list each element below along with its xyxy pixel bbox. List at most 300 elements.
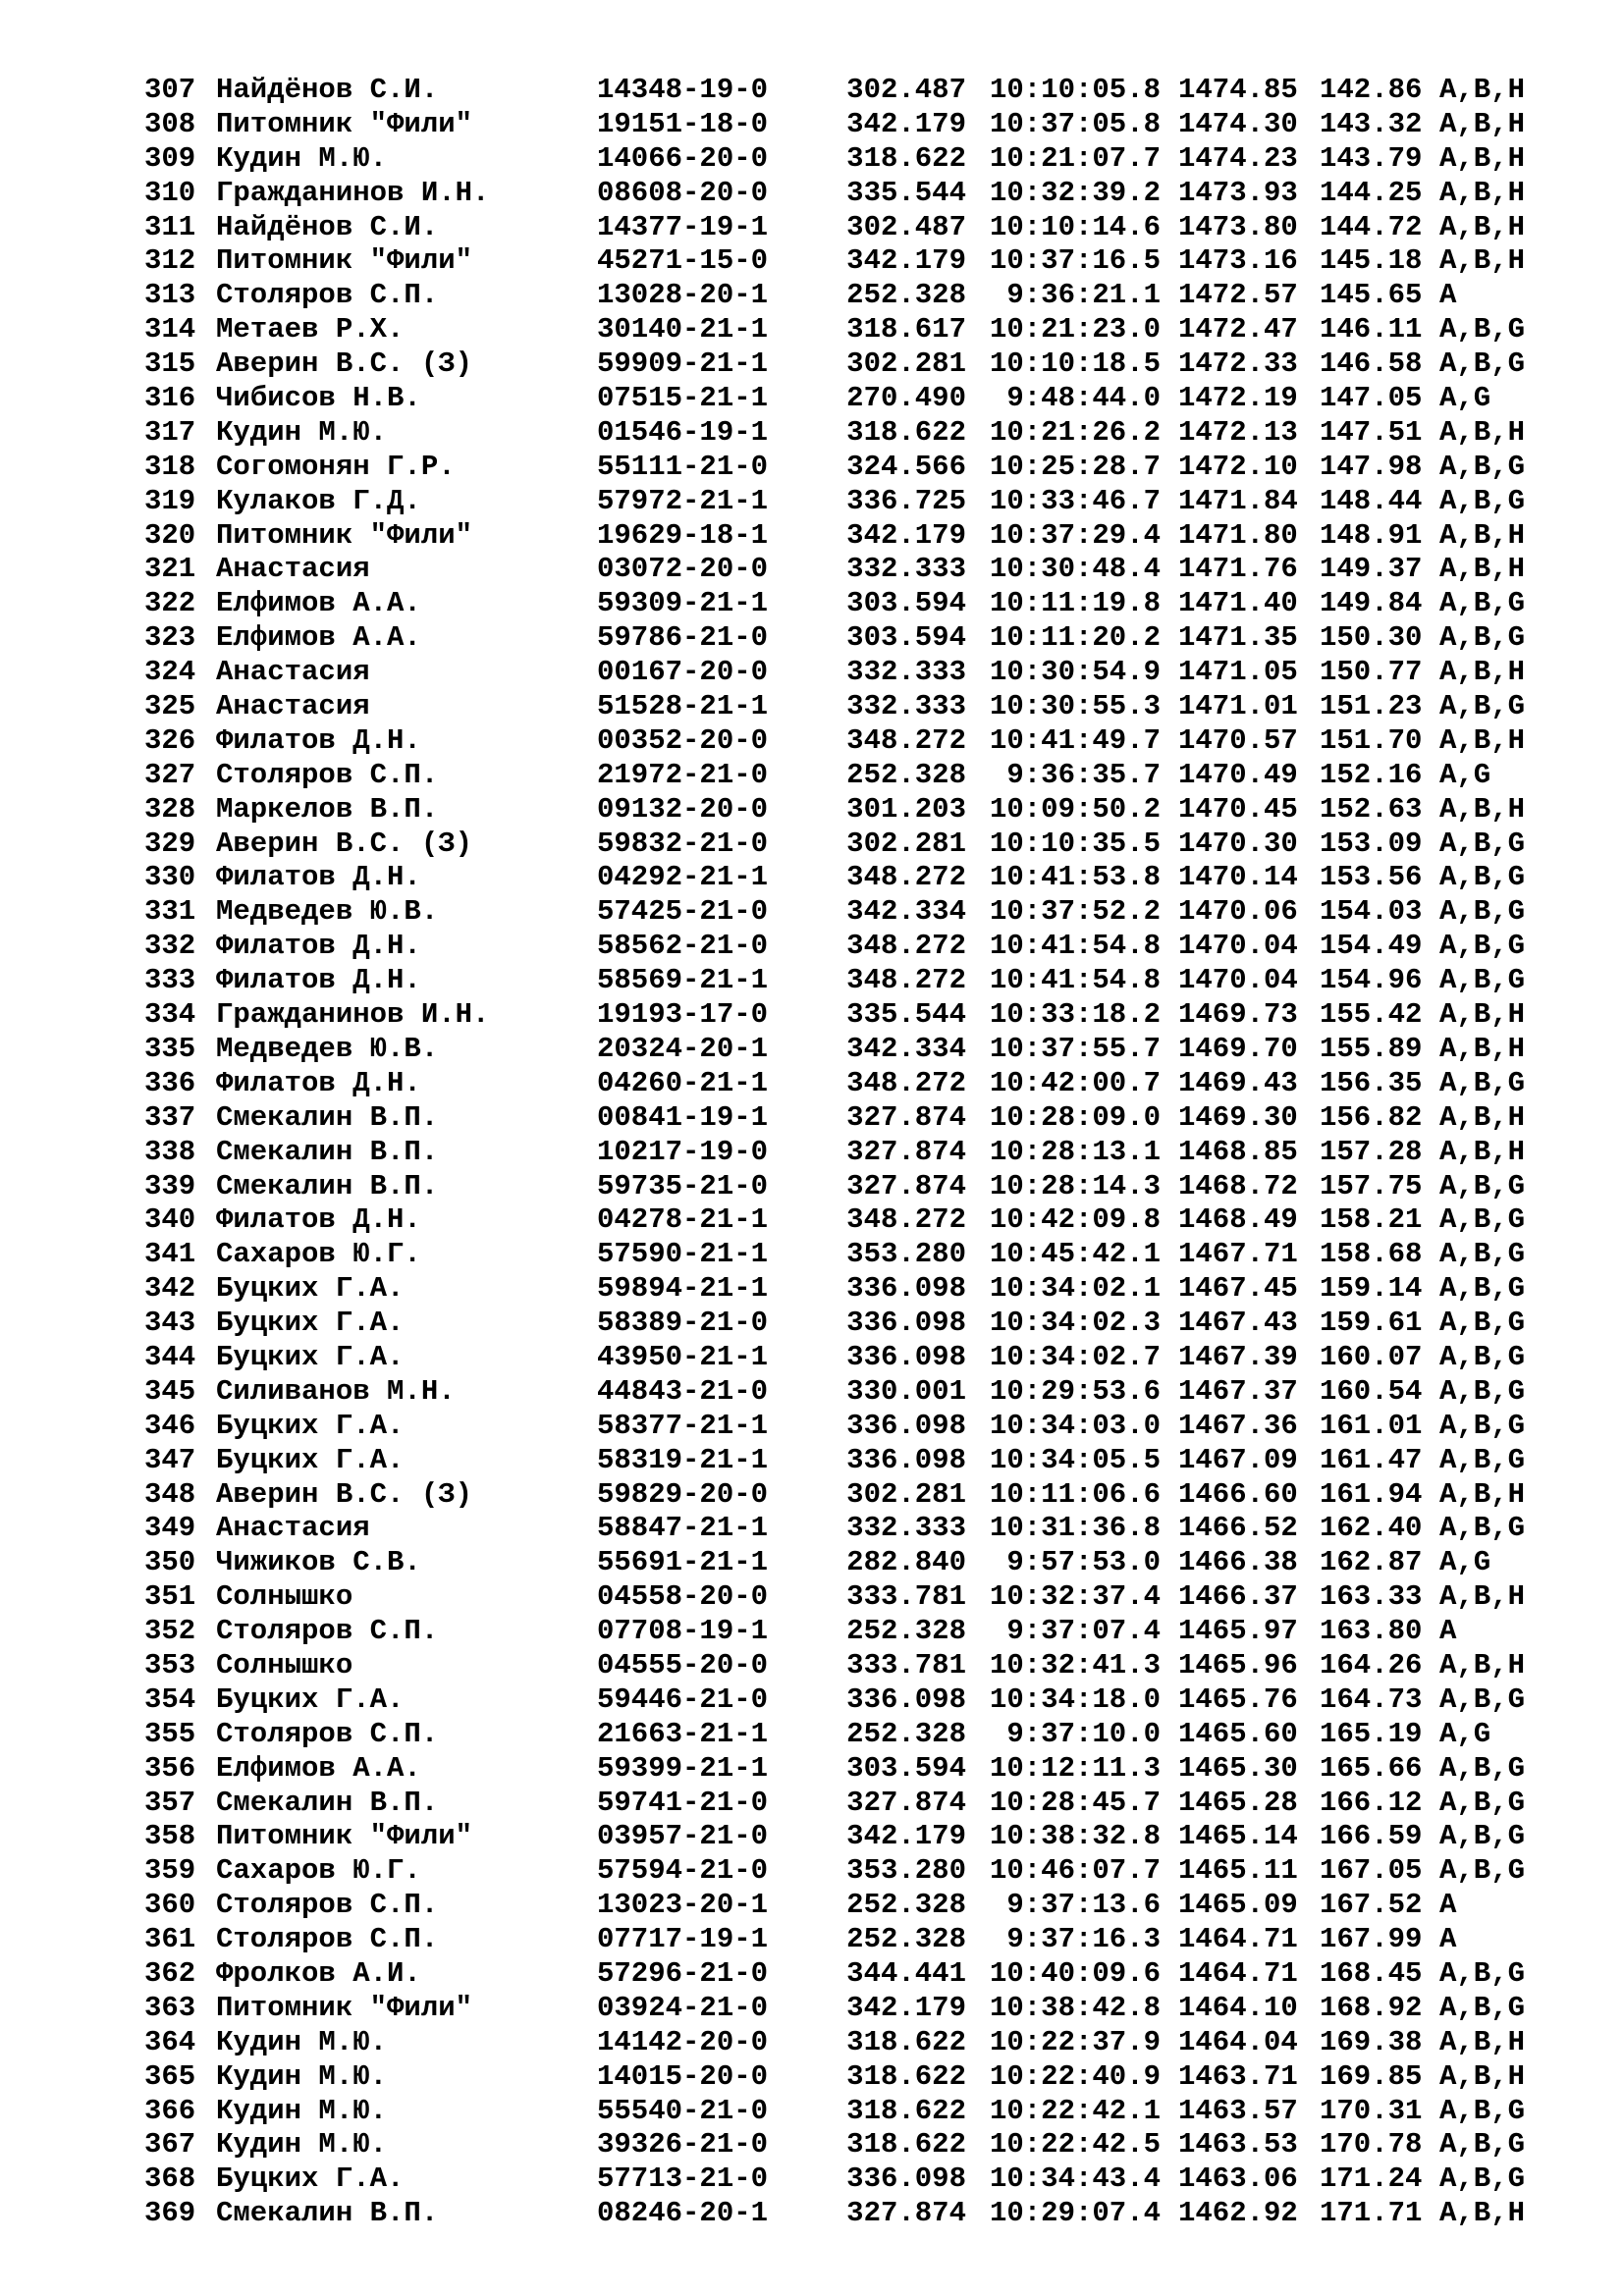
place-number: 347 [144, 1443, 196, 1476]
place-number: 321 [144, 553, 196, 586]
result-row [144, 519, 1548, 554]
speed-value: 1471.01 [1178, 690, 1298, 723]
arrival-time: 10:25:28.7 [989, 450, 1161, 483]
place-number: 348 [144, 1477, 196, 1511]
result-row [144, 2060, 1548, 2095]
arrival-time: 10:11:20.2 [989, 621, 1161, 655]
distance-value: 332.333 [846, 690, 966, 723]
distance-value: 342.179 [846, 1820, 966, 1853]
fancier-name: Буцких Г.А. [216, 1272, 405, 1306]
category-codes: A,B,H [1439, 244, 1526, 278]
result-row [144, 759, 1548, 793]
speed-value: 1471.76 [1178, 553, 1298, 586]
coefficient-value: 156.82 [1320, 1100, 1423, 1134]
place-number: 332 [144, 930, 196, 963]
place-number: 312 [144, 244, 196, 278]
category-codes: A,B,G [1439, 1751, 1526, 1785]
coefficient-value: 147.05 [1320, 382, 1423, 415]
coefficient-value: 145.18 [1320, 244, 1423, 278]
category-codes: A,B,H [1439, 553, 1526, 586]
distance-value: 270.490 [846, 382, 966, 415]
category-codes: A,B,H [1439, 723, 1526, 757]
category-codes: A,B,H [1439, 1477, 1526, 1511]
result-row [144, 2128, 1548, 2163]
category-codes: A,B,H [1439, 2197, 1526, 2230]
arrival-time: 10:32:37.4 [989, 1580, 1161, 1614]
coefficient-value: 151.70 [1320, 723, 1423, 757]
fancier-name: Кулаков Г.Д. [216, 484, 421, 517]
category-codes: A,B,G [1439, 1374, 1526, 1408]
distance-value: 302.487 [846, 210, 966, 243]
ring-number: 04260-21-1 [597, 1066, 769, 1099]
ring-number: 14015-20-0 [597, 2059, 769, 2093]
result-row [144, 656, 1548, 690]
place-number: 345 [144, 1374, 196, 1408]
fancier-name: Филатов Д.Н. [216, 964, 421, 997]
place-number: 367 [144, 2128, 196, 2162]
arrival-time: 9:37:16.3 [1006, 1923, 1161, 1956]
arrival-time: 10:28:45.7 [989, 1786, 1161, 1819]
category-codes: A,B,G [1439, 1169, 1526, 1202]
speed-value: 1470.49 [1178, 758, 1298, 791]
arrival-time: 10:42:00.7 [989, 1066, 1161, 1099]
speed-value: 1473.93 [1178, 176, 1298, 209]
fancier-name: Смекалин В.П. [216, 1169, 439, 1202]
place-number: 361 [144, 1923, 196, 1956]
fancier-name: Смекалин В.П. [216, 1135, 439, 1168]
speed-value: 1465.76 [1178, 1682, 1298, 1716]
coefficient-value: 144.25 [1320, 176, 1423, 209]
result-row [144, 1854, 1548, 1889]
place-number: 316 [144, 382, 196, 415]
fancier-name: Медведев Ю.В. [216, 1032, 439, 1065]
fancier-name: Смекалин В.П. [216, 2197, 439, 2230]
ring-number: 20324-20-1 [597, 1032, 769, 1065]
category-codes: A,B,H [1439, 1135, 1526, 1168]
speed-value: 1463.06 [1178, 2163, 1298, 2196]
coefficient-value: 154.03 [1320, 895, 1423, 929]
speed-value: 1465.11 [1178, 1854, 1298, 1888]
category-codes: A,B,G [1439, 1443, 1526, 1476]
coefficient-value: 155.89 [1320, 1032, 1423, 1065]
distance-value: 336.725 [846, 484, 966, 517]
category-codes: A,G [1439, 758, 1491, 791]
coefficient-value: 153.09 [1320, 827, 1423, 860]
distance-value: 327.874 [846, 1786, 966, 1819]
fancier-name: Согомонян Г.Р. [216, 450, 456, 483]
arrival-time: 10:28:13.1 [989, 1135, 1161, 1168]
speed-value: 1467.36 [1178, 1409, 1298, 1442]
speed-value: 1469.70 [1178, 1032, 1298, 1065]
coefficient-value: 154.49 [1320, 930, 1423, 963]
category-codes: A,B,G [1439, 2163, 1526, 2196]
fancier-name: Филатов Д.Н. [216, 930, 421, 963]
category-codes: A,B,G [1439, 2128, 1526, 2162]
distance-value: 252.328 [846, 1615, 966, 1648]
speed-value: 1472.13 [1178, 415, 1298, 449]
arrival-time: 10:38:42.8 [989, 1991, 1161, 2024]
distance-value: 344.441 [846, 1956, 966, 1990]
category-codes: A,G [1439, 382, 1491, 415]
ring-number: 21972-21-0 [597, 758, 769, 791]
arrival-time: 9:37:07.4 [1006, 1615, 1161, 1648]
result-row [144, 998, 1548, 1033]
distance-value: 336.098 [846, 1682, 966, 1716]
result-row [144, 1889, 1548, 1923]
result-row [144, 1923, 1548, 1957]
distance-value: 342.179 [846, 107, 966, 140]
arrival-time: 10:37:16.5 [989, 244, 1161, 278]
place-number: 365 [144, 2059, 196, 2093]
fancier-name: Филатов Д.Н. [216, 1203, 421, 1237]
arrival-time: 10:29:07.4 [989, 2197, 1161, 2230]
result-row [144, 587, 1548, 621]
speed-value: 1467.09 [1178, 1443, 1298, 1476]
distance-value: 353.280 [846, 1854, 966, 1888]
result-row [144, 724, 1548, 759]
coefficient-value: 165.66 [1320, 1751, 1423, 1785]
category-codes: A,B,G [1439, 1854, 1526, 1888]
result-row [144, 793, 1548, 828]
category-codes: A,B,H [1439, 141, 1526, 175]
place-number: 327 [144, 758, 196, 791]
place-number: 351 [144, 1580, 196, 1614]
ring-number: 59909-21-1 [597, 347, 769, 381]
arrival-time: 10:41:49.7 [989, 723, 1161, 757]
distance-value: 342.334 [846, 895, 966, 929]
category-codes: A,B,G [1439, 964, 1526, 997]
fancier-name: Питомник "Фили" [216, 244, 473, 278]
category-codes: A,B,H [1439, 2059, 1526, 2093]
category-codes: A,B,H [1439, 2025, 1526, 2058]
fancier-name: Найдёнов С.И. [216, 74, 439, 106]
ring-number: 08246-20-1 [597, 2197, 769, 2230]
category-codes: A,B,H [1439, 1580, 1526, 1614]
distance-value: 335.544 [846, 176, 966, 209]
place-number: 324 [144, 656, 196, 689]
category-codes: A,B,H [1439, 210, 1526, 243]
result-row [144, 1752, 1548, 1787]
place-number: 358 [144, 1820, 196, 1853]
speed-value: 1469.30 [1178, 1100, 1298, 1134]
category-codes: A,B,H [1439, 176, 1526, 209]
category-codes: A,G [1439, 1546, 1491, 1579]
speed-value: 1468.49 [1178, 1203, 1298, 1237]
ring-number: 57713-21-0 [597, 2163, 769, 2196]
ring-number: 09132-20-0 [597, 792, 769, 826]
coefficient-value: 148.44 [1320, 484, 1423, 517]
result-row [144, 1341, 1548, 1375]
coefficient-value: 159.61 [1320, 1307, 1423, 1340]
place-number: 330 [144, 861, 196, 894]
distance-value: 336.098 [846, 1307, 966, 1340]
category-codes: A,B,H [1439, 792, 1526, 826]
arrival-time: 10:37:29.4 [989, 518, 1161, 552]
ring-number: 03072-20-0 [597, 553, 769, 586]
arrival-time: 9:37:10.0 [1006, 1717, 1161, 1750]
arrival-time: 9:36:21.1 [1006, 279, 1161, 312]
ring-number: 59446-21-0 [597, 1682, 769, 1716]
place-number: 339 [144, 1169, 196, 1202]
distance-value: 318.622 [846, 2025, 966, 2058]
distance-value: 302.281 [846, 827, 966, 860]
coefficient-value: 149.37 [1320, 553, 1423, 586]
distance-value: 318.622 [846, 415, 966, 449]
category-codes: A,B,G [1439, 621, 1526, 655]
category-codes: A,B,H [1439, 107, 1526, 140]
result-row [144, 142, 1548, 177]
fancier-name: Буцких Г.А. [216, 1409, 405, 1442]
arrival-time: 10:40:09.6 [989, 1956, 1161, 1990]
result-row [144, 1957, 1548, 1992]
category-codes: A,B,G [1439, 1409, 1526, 1442]
result-row [144, 930, 1548, 964]
arrival-time: 10:41:53.8 [989, 861, 1161, 894]
result-row [144, 416, 1548, 451]
ring-number: 30140-21-1 [597, 313, 769, 347]
result-row [144, 211, 1548, 245]
distance-value: 252.328 [846, 758, 966, 791]
place-number: 326 [144, 723, 196, 757]
fancier-name: Кудин М.Ю. [216, 2094, 388, 2127]
arrival-time: 10:33:46.7 [989, 484, 1161, 517]
speed-value: 1467.43 [1178, 1307, 1298, 1340]
category-codes: A,B,G [1439, 587, 1526, 620]
distance-value: 336.098 [846, 1272, 966, 1306]
category-codes: A,B,H [1439, 518, 1526, 552]
fancier-name: Столяров С.П. [216, 1889, 439, 1922]
distance-value: 332.333 [846, 553, 966, 586]
fancier-name: Гражданинов И.Н. [216, 176, 490, 209]
arrival-time: 10:41:54.8 [989, 964, 1161, 997]
arrival-time: 10:11:06.6 [989, 1477, 1161, 1511]
arrival-time: 10:32:39.2 [989, 176, 1161, 209]
speed-value: 1472.57 [1178, 279, 1298, 312]
place-number: 308 [144, 107, 196, 140]
ring-number: 00352-20-0 [597, 723, 769, 757]
place-number: 360 [144, 1889, 196, 1922]
result-row [144, 861, 1548, 895]
category-codes: A,B,G [1439, 1786, 1526, 1819]
coefficient-value: 148.91 [1320, 518, 1423, 552]
speed-value: 1474.23 [1178, 141, 1298, 175]
ring-number: 57296-21-0 [597, 1956, 769, 1990]
coefficient-value: 150.30 [1320, 621, 1423, 655]
category-codes: A,B,G [1439, 1307, 1526, 1340]
coefficient-value: 171.71 [1320, 2197, 1423, 2230]
speed-value: 1471.80 [1178, 518, 1298, 552]
fancier-name: Сахаров Ю.Г. [216, 1854, 421, 1888]
place-number: 320 [144, 518, 196, 552]
result-row [144, 1272, 1548, 1307]
speed-value: 1470.04 [1178, 964, 1298, 997]
distance-value: 252.328 [846, 1717, 966, 1750]
distance-value: 302.281 [846, 347, 966, 381]
ring-number: 57590-21-1 [597, 1238, 769, 1271]
arrival-time: 10:34:02.7 [989, 1340, 1161, 1373]
place-number: 368 [144, 2163, 196, 2196]
result-row [144, 1136, 1548, 1170]
speed-value: 1470.57 [1178, 723, 1298, 757]
fancier-name: Аверин В.С. (З) [216, 347, 473, 381]
ring-number: 04292-21-1 [597, 861, 769, 894]
distance-value: 303.594 [846, 1751, 966, 1785]
result-row [144, 177, 1548, 211]
place-number: 336 [144, 1066, 196, 1099]
result-row [144, 1101, 1548, 1136]
result-row [144, 347, 1548, 382]
result-row [144, 1615, 1548, 1649]
fancier-name: Фролков А.И. [216, 1956, 421, 1990]
speed-value: 1463.57 [1178, 2094, 1298, 2127]
result-row [144, 2095, 1548, 2129]
ring-number: 19629-18-1 [597, 518, 769, 552]
category-codes: A,B,G [1439, 1340, 1526, 1373]
place-number: 318 [144, 450, 196, 483]
distance-value: 353.280 [846, 1238, 966, 1271]
ring-number: 59832-21-0 [597, 827, 769, 860]
ring-number: 13023-20-1 [597, 1889, 769, 1922]
fancier-name: Сахаров Ю.Г. [216, 1238, 421, 1271]
speed-value: 1468.85 [1178, 1135, 1298, 1168]
category-codes: A,B,G [1439, 861, 1526, 894]
place-number: 311 [144, 210, 196, 243]
ring-number: 58562-21-0 [597, 930, 769, 963]
coefficient-value: 166.59 [1320, 1820, 1423, 1853]
fancier-name: Аверин В.С. (З) [216, 1477, 473, 1511]
fancier-name: Филатов Д.Н. [216, 723, 421, 757]
ring-number: 43950-21-1 [597, 1340, 769, 1373]
result-row [144, 1033, 1548, 1067]
result-row [144, 621, 1548, 656]
result-row [144, 2026, 1548, 2060]
result-row [144, 1992, 1548, 2026]
distance-value: 327.874 [846, 1100, 966, 1134]
result-row [144, 895, 1548, 930]
ring-number: 59309-21-1 [597, 587, 769, 620]
category-codes: A,B,G [1439, 1066, 1526, 1099]
results-list [144, 74, 1548, 2231]
place-number: 343 [144, 1307, 196, 1340]
speed-value: 1466.60 [1178, 1477, 1298, 1511]
arrival-time: 10:30:48.4 [989, 553, 1161, 586]
result-row [144, 74, 1548, 108]
distance-value: 335.544 [846, 998, 966, 1032]
distance-value: 336.098 [846, 2163, 966, 2196]
fancier-name: Филатов Д.Н. [216, 1066, 421, 1099]
arrival-time: 10:21:23.0 [989, 313, 1161, 347]
place-number: 335 [144, 1032, 196, 1065]
place-number: 346 [144, 1409, 196, 1442]
coefficient-value: 146.11 [1320, 313, 1423, 347]
ring-number: 45271-15-0 [597, 244, 769, 278]
speed-value: 1466.37 [1178, 1580, 1298, 1614]
category-codes: A,B,H [1439, 656, 1526, 689]
arrival-time: 9:37:13.6 [1006, 1889, 1161, 1922]
category-codes: A,B,H [1439, 1032, 1526, 1065]
speed-value: 1467.45 [1178, 1272, 1298, 1306]
speed-value: 1466.38 [1178, 1546, 1298, 1579]
speed-value: 1465.60 [1178, 1717, 1298, 1750]
place-number: 355 [144, 1717, 196, 1750]
place-number: 363 [144, 1991, 196, 2024]
coefficient-value: 160.54 [1320, 1374, 1423, 1408]
distance-value: 342.179 [846, 1991, 966, 2024]
ring-number: 04555-20-0 [597, 1648, 769, 1682]
ring-number: 19193-17-0 [597, 998, 769, 1032]
fancier-name: Питомник "Фили" [216, 518, 473, 552]
distance-value: 348.272 [846, 723, 966, 757]
category-codes: A,B,G [1439, 1272, 1526, 1306]
fancier-name: Елфимов А.А. [216, 1751, 421, 1785]
place-number: 334 [144, 998, 196, 1032]
coefficient-value: 161.94 [1320, 1477, 1423, 1511]
result-row [144, 1649, 1548, 1683]
coefficient-value: 161.01 [1320, 1409, 1423, 1442]
ring-number: 59735-21-0 [597, 1169, 769, 1202]
distance-value: 348.272 [846, 1066, 966, 1099]
result-row [144, 1787, 1548, 1821]
speed-value: 1464.10 [1178, 1991, 1298, 2024]
ring-number: 59829-20-0 [597, 1477, 769, 1511]
place-number: 342 [144, 1272, 196, 1306]
speed-value: 1470.45 [1178, 792, 1298, 826]
coefficient-value: 143.79 [1320, 141, 1423, 175]
category-codes: A,B,G [1439, 690, 1526, 723]
coefficient-value: 158.21 [1320, 1203, 1423, 1237]
ring-number: 59786-21-0 [597, 621, 769, 655]
category-codes: A,B,G [1439, 484, 1526, 517]
coefficient-value: 167.52 [1320, 1889, 1423, 1922]
speed-value: 1464.71 [1178, 1956, 1298, 1990]
result-row [144, 1546, 1548, 1580]
coefficient-value: 152.63 [1320, 792, 1423, 826]
distance-value: 348.272 [846, 861, 966, 894]
result-row [144, 382, 1548, 416]
arrival-time: 10:45:42.1 [989, 1238, 1161, 1271]
distance-value: 252.328 [846, 279, 966, 312]
ring-number: 07717-19-1 [597, 1923, 769, 1956]
result-row [144, 108, 1548, 142]
coefficient-value: 147.51 [1320, 415, 1423, 449]
speed-value: 1465.97 [1178, 1615, 1298, 1648]
fancier-name: Солнышко [216, 1580, 353, 1614]
fancier-name: Чижиков С.В. [216, 1546, 421, 1579]
arrival-time: 9:57:53.0 [1006, 1546, 1161, 1579]
fancier-name: Столяров С.П. [216, 1717, 439, 1750]
category-codes: A,B,G [1439, 1991, 1526, 2024]
distance-value: 302.487 [846, 74, 966, 106]
result-row [144, 1238, 1548, 1272]
coefficient-value: 160.07 [1320, 1340, 1423, 1373]
fancier-name: Буцких Г.А. [216, 1682, 405, 1716]
fancier-name: Питомник "Фили" [216, 107, 473, 140]
arrival-time: 10:22:42.1 [989, 2094, 1161, 2127]
fancier-name: Столяров С.П. [216, 279, 439, 312]
coefficient-value: 157.28 [1320, 1135, 1423, 1168]
place-number: 314 [144, 313, 196, 347]
arrival-time: 10:09:50.2 [989, 792, 1161, 826]
place-number: 325 [144, 690, 196, 723]
arrival-time: 10:34:43.4 [989, 2163, 1161, 2196]
coefficient-value: 168.45 [1320, 1956, 1423, 1990]
category-codes: A,B,G [1439, 1512, 1526, 1545]
place-number: 352 [144, 1615, 196, 1648]
ring-number: 14066-20-0 [597, 141, 769, 175]
ring-number: 04558-20-0 [597, 1580, 769, 1614]
ring-number: 55540-21-0 [597, 2094, 769, 2127]
distance-value: 342.179 [846, 518, 966, 552]
